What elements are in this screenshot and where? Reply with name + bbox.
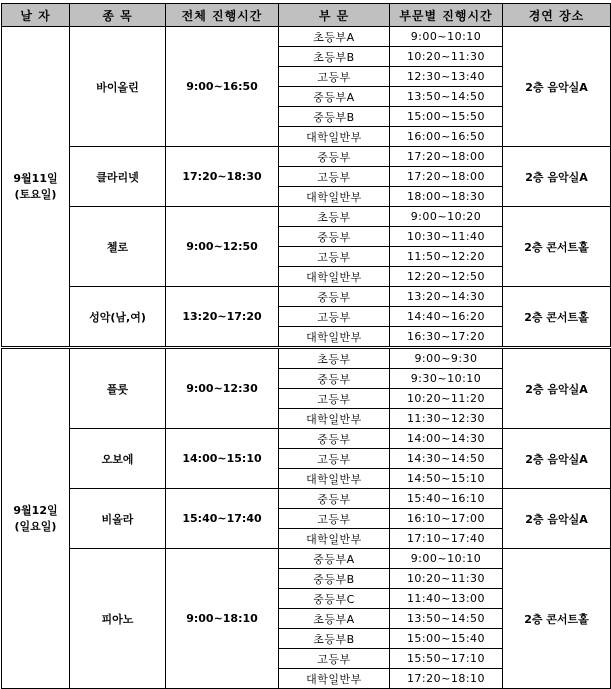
division-cell: 중등부A — [279, 549, 390, 569]
division-time-cell: 17:20~18:00 — [390, 147, 503, 167]
venue-cell: 2층 음악실A — [503, 147, 611, 207]
division-cell: 초등부B — [279, 629, 390, 649]
date-text: 9월12일 — [13, 503, 58, 517]
division-time-cell: 17:20~18:00 — [390, 167, 503, 187]
division-cell: 초등부B — [279, 47, 390, 67]
division-cell: 중등부C — [279, 589, 390, 609]
table-row — [2, 147, 611, 167]
total-time-cell: 13:20~17:20 — [166, 287, 279, 348]
header-row — [2, 4, 611, 27]
total-time-cell: 15:40~17:40 — [166, 489, 279, 549]
division-time-cell: 16:00~16:50 — [390, 127, 503, 147]
table-row — [2, 489, 611, 509]
division-time-cell: 11:40~13:00 — [390, 589, 503, 609]
division-time-cell: 13:50~14:50 — [390, 609, 503, 629]
division-time-cell: 10:30~11:40 — [390, 227, 503, 247]
division-cell: 대학일반부 — [279, 529, 390, 549]
division-cell: 중등부 — [279, 227, 390, 247]
weekday-text: (일요일) — [14, 519, 57, 533]
total-time-cell: 9:00~16:50 — [166, 27, 279, 147]
division-time-cell: 9:00~10:10 — [390, 549, 503, 569]
division-time-cell: 17:10~17:40 — [390, 529, 503, 549]
division-cell: 대학일반부 — [279, 187, 390, 207]
table-row — [2, 27, 611, 47]
table-row — [2, 348, 611, 369]
division-time-cell: 16:30~17:20 — [390, 327, 503, 348]
subject-cell: 클라리넷 — [70, 147, 166, 207]
division-time-cell: 12:30~13:40 — [390, 67, 503, 87]
division-time-cell: 10:20~11:30 — [390, 47, 503, 67]
division-time-cell: 14:30~14:50 — [390, 449, 503, 469]
division-time-cell: 15:00~15:40 — [390, 629, 503, 649]
subject-cell: 비올라 — [70, 489, 166, 549]
date-cell — [2, 27, 70, 348]
division-cell: 대학일반부 — [279, 327, 390, 348]
division-time-cell: 11:50~12:20 — [390, 247, 503, 267]
division-cell: 중등부B — [279, 107, 390, 127]
venue-cell: 2층 콘서트홀 — [503, 549, 611, 689]
division-time-cell: 9:00~10:20 — [390, 207, 503, 227]
venue-cell: 2층 음악실A — [503, 489, 611, 549]
division-cell: 초등부 — [279, 207, 390, 227]
subject-cell: 성악(남,여) — [70, 287, 166, 348]
division-time-cell: 15:50~17:10 — [390, 649, 503, 669]
total-time-cell: 17:20~18:30 — [166, 147, 279, 207]
division-cell: 중등부A — [279, 87, 390, 107]
division-time-cell: 17:20~18:10 — [390, 669, 503, 689]
division-time-cell: 13:20~14:30 — [390, 287, 503, 307]
division-cell: 고등부 — [279, 247, 390, 267]
division-cell: 대학일반부 — [279, 267, 390, 287]
division-cell: 대학일반부 — [279, 127, 390, 147]
division-cell: 중등부 — [279, 429, 390, 449]
subject-cell: 바이올린 — [70, 27, 166, 147]
table-row — [2, 207, 611, 227]
division-time-cell: 15:40~16:10 — [390, 489, 503, 509]
division-cell: 고등부 — [279, 449, 390, 469]
division-time-cell: 14:50~15:10 — [390, 469, 503, 489]
division-time-cell: 9:30~10:10 — [390, 369, 503, 389]
division-time-cell: 13:50~14:50 — [390, 87, 503, 107]
division-cell: 고등부 — [279, 67, 390, 87]
division-time-cell: 10:20~11:30 — [390, 569, 503, 589]
total-time-cell: 9:00~12:30 — [166, 348, 279, 429]
total-time-cell: 9:00~12:50 — [166, 207, 279, 287]
division-cell: 고등부 — [279, 167, 390, 187]
division-time-cell: 15:00~15:50 — [390, 107, 503, 127]
venue-cell: 2층 음악실A — [503, 348, 611, 429]
division-time-cell: 14:40~16:20 — [390, 307, 503, 327]
division-cell: 대학일반부 — [279, 469, 390, 489]
division-cell: 고등부 — [279, 649, 390, 669]
division-cell: 초등부 — [279, 348, 390, 369]
division-cell: 중등부B — [279, 569, 390, 589]
table-row — [2, 429, 611, 449]
division-cell: 고등부 — [279, 389, 390, 409]
competition-schedule-table — [1, 3, 611, 689]
subject-cell: 첼로 — [70, 207, 166, 287]
date-text: 9월11일 — [13, 171, 58, 185]
division-time-cell: 12:20~12:50 — [390, 267, 503, 287]
table-row — [2, 287, 611, 307]
header-subject: 종 목 — [70, 4, 166, 27]
division-time-cell: 10:20~11:20 — [390, 389, 503, 409]
venue-cell: 2층 음악실A — [503, 429, 611, 489]
division-time-cell: 16:10~17:00 — [390, 509, 503, 529]
venue-cell: 2층 콘서트홀 — [503, 207, 611, 287]
header-total-time: 전체 진행시간 — [166, 4, 279, 27]
header-venue: 경연 장소 — [503, 4, 611, 27]
division-time-cell: 14:00~14:30 — [390, 429, 503, 449]
division-time-cell: 9:00~9:30 — [390, 348, 503, 369]
division-cell: 초등부A — [279, 27, 390, 47]
division-cell: 중등부 — [279, 147, 390, 167]
header-division: 부 문 — [279, 4, 390, 27]
total-time-cell: 9:00~18:10 — [166, 549, 279, 689]
venue-cell: 2층 콘서트홀 — [503, 287, 611, 348]
division-cell: 고등부 — [279, 509, 390, 529]
division-cell: 중등부 — [279, 369, 390, 389]
division-cell: 고등부 — [279, 307, 390, 327]
total-time-cell: 14:00~15:10 — [166, 429, 279, 489]
table-row — [2, 549, 611, 569]
division-cell: 초등부A — [279, 609, 390, 629]
division-cell: 중등부 — [279, 287, 390, 307]
date-cell — [2, 348, 70, 689]
subject-cell: 플룻 — [70, 348, 166, 429]
schedule-body — [2, 27, 611, 689]
venue-cell: 2층 음악실A — [503, 27, 611, 147]
header-date: 날 자 — [2, 4, 70, 27]
weekday-text: (토요일) — [14, 187, 57, 201]
subject-cell: 오보에 — [70, 429, 166, 489]
division-time-cell: 18:00~18:30 — [390, 187, 503, 207]
division-time-cell: 11:30~12:30 — [390, 409, 503, 429]
division-cell: 대학일반부 — [279, 409, 390, 429]
division-time-cell: 9:00~10:10 — [390, 27, 503, 47]
division-cell: 대학일반부 — [279, 669, 390, 689]
header-division-time: 부문별 진행시간 — [390, 4, 503, 27]
subject-cell: 피아노 — [70, 549, 166, 689]
division-cell: 중등부 — [279, 489, 390, 509]
